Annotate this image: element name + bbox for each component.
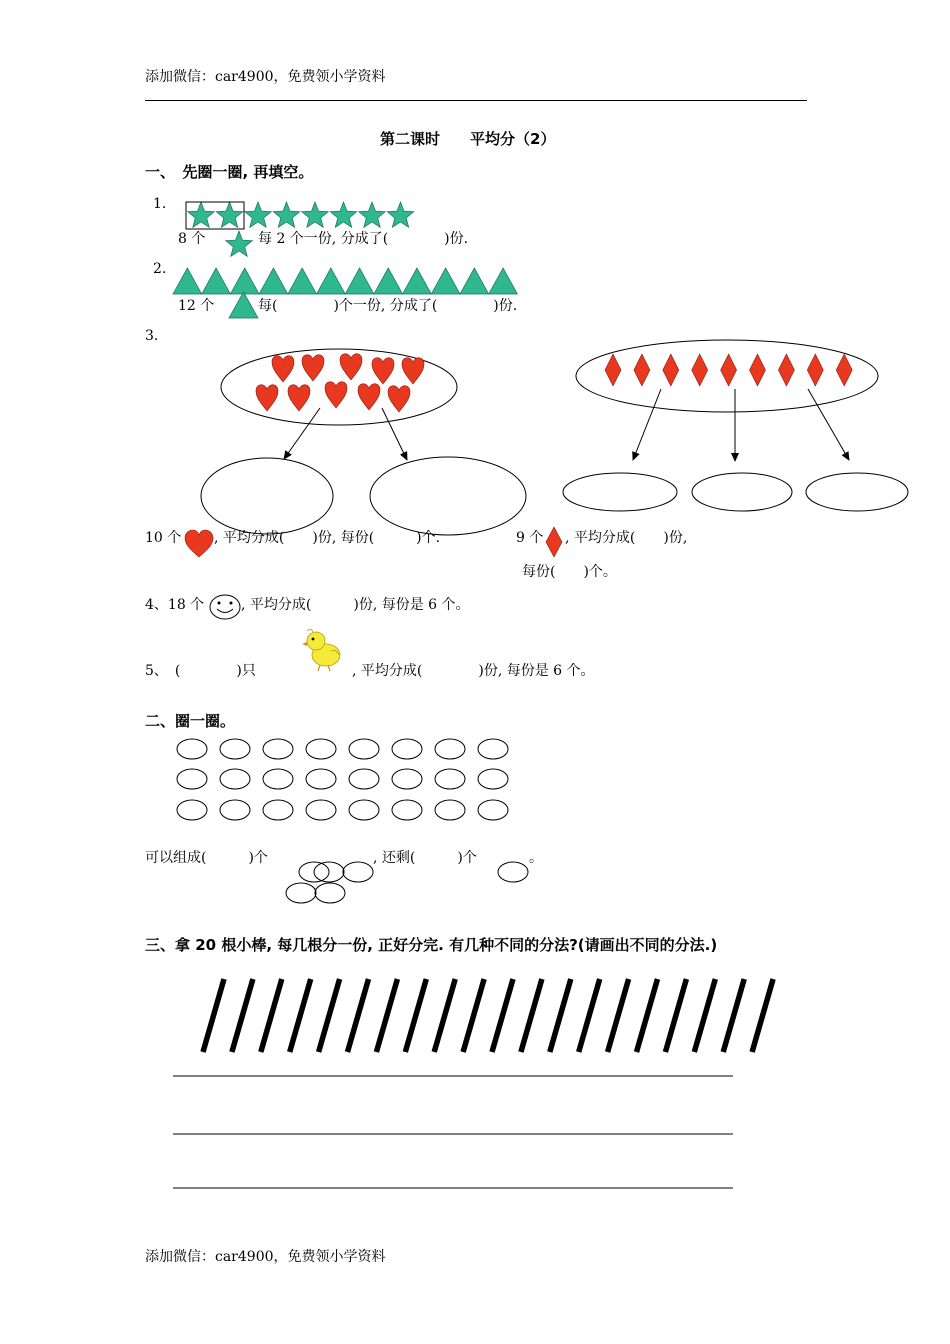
oval-icon xyxy=(306,739,336,759)
q2-triangles xyxy=(173,268,517,318)
heart-icon xyxy=(358,384,380,410)
footer-text: 添加微信：car4900，免费领小学资料 xyxy=(145,1249,386,1265)
stick-icon xyxy=(376,979,397,1052)
diamond-icon xyxy=(721,354,737,386)
stick-icon xyxy=(203,979,224,1052)
heart-icon xyxy=(185,530,213,557)
oval-icon xyxy=(478,739,508,759)
oval-icon xyxy=(478,769,508,789)
star-icon xyxy=(245,202,272,227)
section1-heading: 一、 先圈一圈, 再填空。 xyxy=(145,163,314,181)
heart-icon xyxy=(256,385,278,411)
diamond-icon xyxy=(778,354,794,386)
star-icon xyxy=(188,202,215,227)
star-icon xyxy=(330,202,357,227)
q3-left-arrow-1 xyxy=(284,408,320,459)
q4-prefix: 4、18 个 xyxy=(145,597,205,613)
q3-diamonds xyxy=(605,354,852,386)
oval-icon xyxy=(263,739,293,759)
oval-icon xyxy=(392,739,422,759)
triangle-icon xyxy=(173,268,202,294)
diamond-icon xyxy=(807,354,823,386)
q3-right-target-oval-2 xyxy=(692,473,792,511)
oval-icon xyxy=(220,800,250,820)
heart-icon xyxy=(402,358,424,384)
q3-right-target-oval-3 xyxy=(806,473,908,511)
stick-icon xyxy=(348,979,369,1052)
diamond-icon xyxy=(692,354,708,386)
heart-icon xyxy=(340,354,362,380)
oval-icon xyxy=(349,800,379,820)
star-icon xyxy=(387,202,414,227)
q5-prefix: 5、 ( )只 xyxy=(145,663,256,679)
q2-text: 每( )个一份, 分成了( )份. xyxy=(258,298,518,314)
heart-icon xyxy=(302,355,324,381)
oval-icon xyxy=(392,800,422,820)
triangle-icon xyxy=(229,292,258,318)
oval-icon xyxy=(263,769,293,789)
oval-icon xyxy=(435,769,465,789)
oval-icon xyxy=(306,800,336,820)
q3-right-text2: 每份( )个。 xyxy=(522,564,617,580)
stick-icon xyxy=(290,979,311,1052)
star-icon xyxy=(273,202,300,227)
triangle-icon xyxy=(259,268,288,294)
triangle-icon xyxy=(230,268,259,294)
oval-icon xyxy=(435,800,465,820)
q5-text: , 平均分成( )份, 每份是 6 个。 xyxy=(352,663,595,679)
stick-icon xyxy=(521,979,542,1052)
section2-heading: 二、圈一圈。 xyxy=(145,712,236,730)
heart-icon xyxy=(388,386,410,412)
triangle-icon xyxy=(403,268,432,294)
page-title: 第二课时 平均分（2） xyxy=(380,130,556,148)
q3-right-target-oval-1 xyxy=(563,473,677,511)
stick-icon xyxy=(665,979,686,1052)
oval-icon xyxy=(220,769,250,789)
q3-left-arrow-2 xyxy=(382,408,407,460)
section3-heading: 三、拿 20 根小棒, 每几根分一份, 正好分完. 有几种不同的分法?(请画出不同的分法.) xyxy=(145,936,718,954)
oval-icon xyxy=(177,800,207,820)
section2-group-example xyxy=(286,862,373,903)
stick-icon xyxy=(463,979,484,1052)
smiley-icon xyxy=(210,595,240,619)
section2-remaining-oval xyxy=(498,862,528,882)
star-icon xyxy=(226,231,253,256)
q3-left-target-oval-2 xyxy=(370,457,526,535)
q1-count: 8 个 xyxy=(178,231,206,247)
triangle-icon xyxy=(460,268,489,294)
q1-text: 每 2 个一份, 分成了( )份. xyxy=(258,231,469,247)
oval-icon xyxy=(263,800,293,820)
oval-icon xyxy=(392,769,422,789)
oval-icon xyxy=(349,739,379,759)
triangle-icon xyxy=(489,268,518,294)
q3-hearts xyxy=(256,354,424,412)
heart-icon xyxy=(288,385,310,411)
oval-icon xyxy=(177,769,207,789)
q4-text: , 平均分成( )份, 每份是 6 个。 xyxy=(241,597,470,613)
stick-icon xyxy=(752,979,773,1052)
diamond-icon xyxy=(836,354,852,386)
oval-icon xyxy=(478,800,508,820)
q1-number: 1. xyxy=(153,196,167,212)
stick-icon xyxy=(723,979,744,1052)
diamond-icon xyxy=(663,354,679,386)
chick-icon xyxy=(302,629,340,671)
q3-number: 3. xyxy=(145,328,159,344)
triangle-icon xyxy=(345,268,374,294)
diamond-icon xyxy=(634,354,650,386)
triangle-icon xyxy=(317,268,346,294)
oval-icon xyxy=(349,769,379,789)
stick-icon xyxy=(550,979,571,1052)
q3-right-text: , 平均分成( )份, xyxy=(565,530,688,546)
triangle-icon xyxy=(288,268,317,294)
triangle-icon xyxy=(374,268,403,294)
oval-icon xyxy=(435,739,465,759)
diamond-icon xyxy=(605,354,621,386)
q3-right-arrow-3 xyxy=(808,389,849,460)
triangle-icon xyxy=(431,268,460,294)
stick-icon xyxy=(608,979,629,1052)
stick-icon xyxy=(637,979,658,1052)
star-icon xyxy=(302,202,329,227)
q3-left-count: 10 个 xyxy=(145,530,182,546)
q2-number: 2. xyxy=(153,261,167,277)
stick-icon xyxy=(261,979,282,1052)
q3-right-arrow-1 xyxy=(633,389,661,460)
oval-icon xyxy=(306,769,336,789)
section2-text-b: , 还剩( )个 xyxy=(373,850,477,866)
triangle-icon xyxy=(202,268,231,294)
stick-icon xyxy=(579,979,600,1052)
q2-count: 12 个 xyxy=(178,298,215,314)
section2-oval-grid xyxy=(177,739,508,820)
stick-icon xyxy=(405,979,426,1052)
section3-sticks xyxy=(203,979,773,1052)
stick-icon xyxy=(492,979,513,1052)
stick-icon xyxy=(232,979,253,1052)
heart-icon xyxy=(325,382,347,408)
stick-icon xyxy=(434,979,455,1052)
stick-icon xyxy=(694,979,715,1052)
star-icon xyxy=(216,202,243,227)
heart-icon xyxy=(272,356,294,382)
section2-text-c: 。 xyxy=(529,850,543,866)
heart-icon xyxy=(372,358,394,384)
q3-left-target-oval-1 xyxy=(201,458,333,534)
header-text: 添加微信：car4900，免费领小学资料 xyxy=(145,69,386,85)
q3-right-count: 9 个 xyxy=(516,530,544,546)
q3-left-text: , 平均分成( )份, 每份( )个. xyxy=(214,530,441,546)
oval-icon xyxy=(220,739,250,759)
stick-icon xyxy=(319,979,340,1052)
section2-text-a: 可以组成( )个 xyxy=(145,850,268,866)
oval-icon xyxy=(177,739,207,759)
star-icon xyxy=(359,202,386,227)
diamond-icon xyxy=(546,527,562,557)
diamond-icon xyxy=(750,354,766,386)
